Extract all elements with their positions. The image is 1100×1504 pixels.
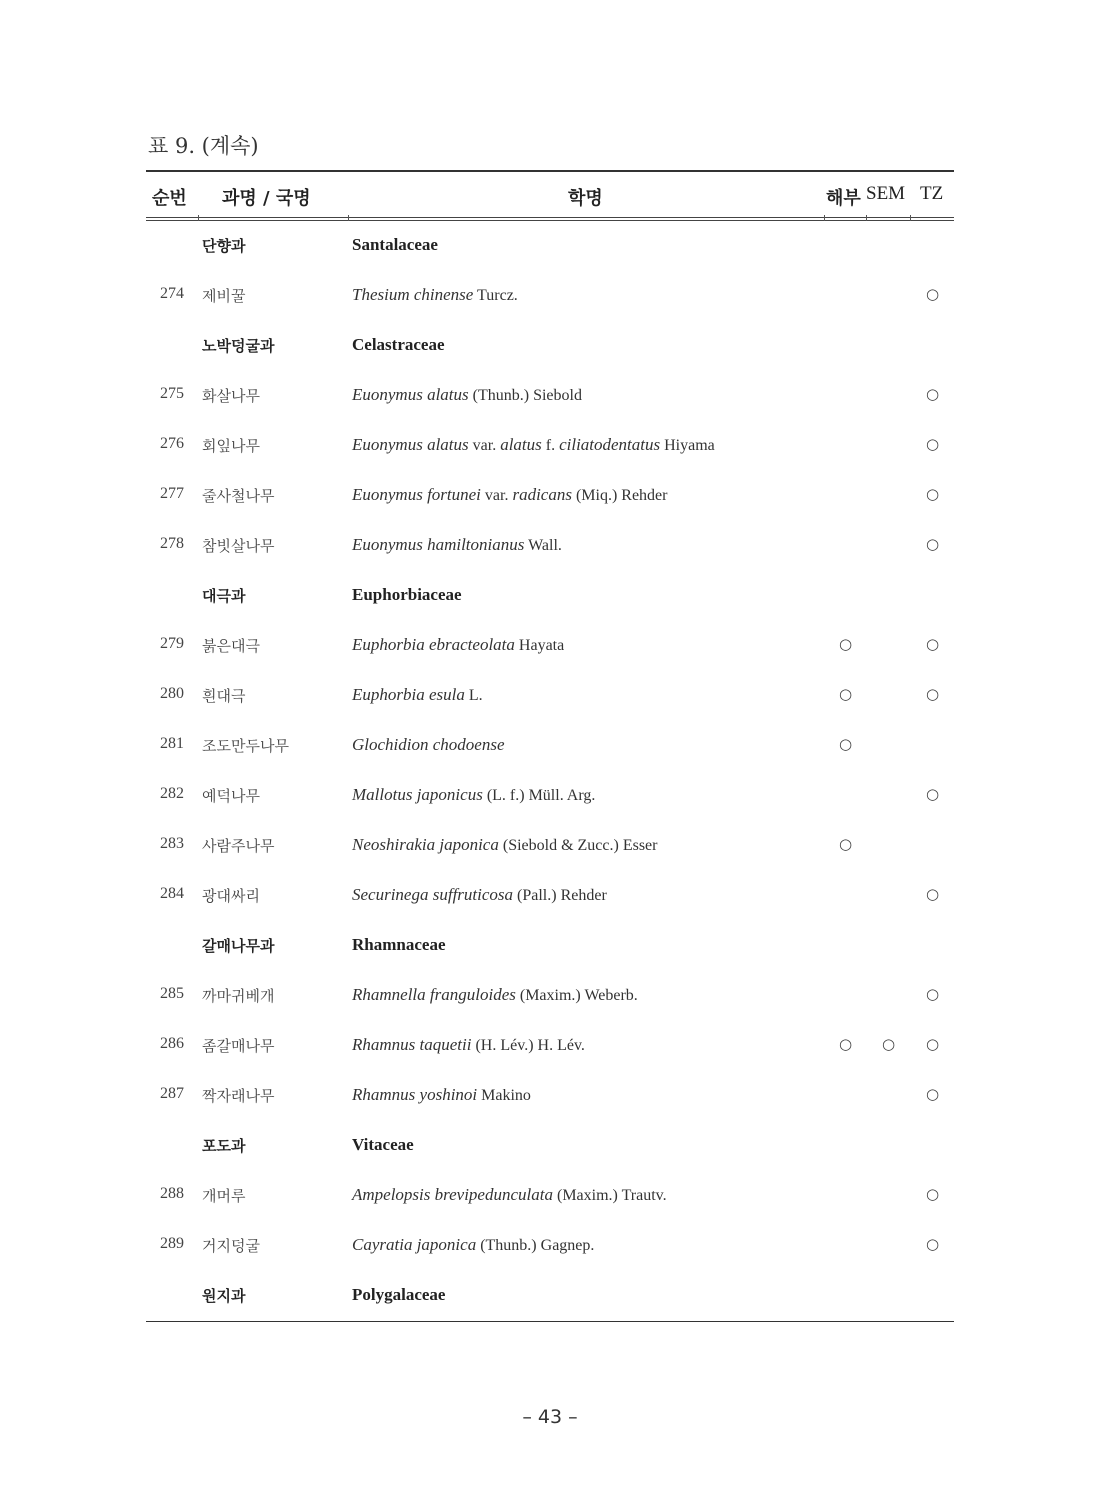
family-scientific-name: Polygalaceae bbox=[352, 1285, 446, 1304]
family-korean-name: 원지과 bbox=[202, 1287, 246, 1305]
family-scientific-name: Celastraceae bbox=[352, 335, 445, 354]
table-body bbox=[146, 221, 954, 1321]
family-row bbox=[146, 1271, 954, 1321]
korean-name: 까마귀베개 bbox=[202, 987, 275, 1005]
header-sem: SEM bbox=[866, 183, 906, 204]
row-number: 288 bbox=[160, 1185, 184, 1202]
table-row bbox=[146, 1021, 954, 1071]
family-korean-name: 갈매나무과 bbox=[202, 937, 275, 955]
family-scientific-name: Euphorbiaceae bbox=[352, 585, 462, 604]
family-row bbox=[146, 1121, 954, 1171]
table-row bbox=[146, 871, 954, 921]
scientific-name: Securinega suffruticosa (Pall.) Rehder bbox=[352, 885, 607, 904]
table-row bbox=[146, 521, 954, 571]
tz-mark: ○ bbox=[926, 435, 940, 453]
row-number: 287 bbox=[160, 1085, 184, 1102]
row-number: 285 bbox=[160, 985, 184, 1002]
table-row bbox=[146, 1171, 954, 1221]
family-scientific-name: Vitaceae bbox=[352, 1135, 414, 1154]
scientific-name: Ampelopsis brevipedunculata (Maxim.) Trautv. bbox=[352, 1185, 667, 1204]
scientific-name: Rhamnus yoshinoi Makino bbox=[352, 1085, 531, 1104]
scientific-name: Rhamnus taquetii (H. Lév.) H. Lév. bbox=[352, 1035, 585, 1054]
korean-name: 화살나무 bbox=[202, 387, 260, 405]
row-number: 282 bbox=[160, 785, 184, 802]
row-number: 280 bbox=[160, 685, 184, 702]
scientific-name: Euonymus alatus var. alatus f. ciliatodentatus Hiyama bbox=[352, 435, 715, 454]
anatomy-mark: ○ bbox=[839, 635, 853, 653]
korean-name: 조도만두나무 bbox=[202, 737, 289, 755]
family-row bbox=[146, 321, 954, 371]
row-number: 278 bbox=[160, 535, 184, 552]
table-row bbox=[146, 671, 954, 721]
tz-mark: ○ bbox=[926, 285, 940, 303]
family-korean-name: 노박덩굴과 bbox=[202, 337, 275, 355]
header-no: 순번 bbox=[152, 188, 187, 209]
korean-name: 제비꿀 bbox=[202, 287, 246, 305]
korean-name: 붉은대극 bbox=[202, 637, 260, 655]
species-table bbox=[146, 170, 954, 1322]
table-row bbox=[146, 721, 954, 771]
tz-mark: ○ bbox=[926, 1085, 940, 1103]
header-scientific: 학명 bbox=[568, 188, 603, 209]
korean-name: 거지덩굴 bbox=[202, 1237, 260, 1255]
table-row bbox=[146, 471, 954, 521]
header-family: 과명 / 국명 bbox=[222, 188, 311, 209]
korean-name: 짝자래나무 bbox=[202, 1087, 275, 1105]
table-row bbox=[146, 821, 954, 871]
family-korean-name: 단향과 bbox=[202, 237, 246, 255]
anatomy-mark: ○ bbox=[839, 835, 853, 853]
scientific-name: Euonymus fortunei var. radicans (Miq.) Rehder bbox=[352, 485, 668, 504]
korean-name: 참빗살나무 bbox=[202, 537, 275, 555]
tz-mark: ○ bbox=[926, 1235, 940, 1253]
table-row bbox=[146, 1071, 954, 1121]
row-number: 277 bbox=[160, 485, 184, 502]
scientific-name: Euonymus hamiltonianus Wall. bbox=[352, 535, 562, 554]
table-row bbox=[146, 421, 954, 471]
tz-mark: ○ bbox=[926, 785, 940, 803]
anatomy-mark: ○ bbox=[839, 1035, 853, 1053]
scientific-name: Mallotus japonicus (L. f.) Müll. Arg. bbox=[352, 785, 596, 804]
korean-name: 줄사철나무 bbox=[202, 487, 275, 505]
family-scientific-name: Santalaceae bbox=[352, 235, 438, 254]
tz-mark: ○ bbox=[926, 1185, 940, 1203]
tz-mark: ○ bbox=[926, 385, 940, 403]
family-row bbox=[146, 571, 954, 621]
page-number: – 43 – bbox=[522, 1406, 578, 1428]
korean-name: 좀갈매나무 bbox=[202, 1037, 275, 1055]
row-number: 289 bbox=[160, 1235, 184, 1252]
korean-name: 예덕나무 bbox=[202, 787, 260, 805]
table-caption: 표 9. (계속) bbox=[148, 134, 259, 158]
scientific-name: Euphorbia esula L. bbox=[352, 685, 483, 704]
family-scientific-name: Rhamnaceae bbox=[352, 935, 446, 954]
table-header bbox=[146, 172, 954, 217]
tz-mark: ○ bbox=[926, 535, 940, 553]
korean-name: 개머루 bbox=[202, 1187, 246, 1205]
scientific-name: Euphorbia ebracteolata Hayata bbox=[352, 635, 565, 654]
table-row bbox=[146, 1221, 954, 1271]
table-bottom-rule bbox=[146, 1321, 954, 1322]
anatomy-mark: ○ bbox=[839, 685, 853, 703]
row-number: 279 bbox=[160, 635, 184, 652]
korean-name: 광대싸리 bbox=[202, 887, 260, 905]
tz-mark: ○ bbox=[926, 685, 940, 703]
row-number: 274 bbox=[160, 285, 184, 302]
row-number: 283 bbox=[160, 835, 184, 852]
tz-mark: ○ bbox=[926, 1035, 940, 1053]
scientific-name: Euonymus alatus (Thunb.) Siebold bbox=[352, 385, 582, 404]
family-row bbox=[146, 921, 954, 971]
table-row bbox=[146, 971, 954, 1021]
row-number: 286 bbox=[160, 1035, 184, 1052]
header-tz: TZ bbox=[920, 183, 944, 204]
table-row bbox=[146, 771, 954, 821]
scientific-name: Neoshirakia japonica (Siebold & Zucc.) Esser bbox=[352, 835, 658, 854]
korean-name: 회잎나무 bbox=[202, 437, 260, 455]
tz-mark: ○ bbox=[926, 485, 940, 503]
row-number: 276 bbox=[160, 435, 184, 452]
family-korean-name: 대극과 bbox=[202, 587, 246, 605]
row-number: 275 bbox=[160, 385, 184, 402]
tz-mark: ○ bbox=[926, 635, 940, 653]
sem-mark: ○ bbox=[882, 1035, 896, 1053]
scientific-name: Cayratia japonica (Thunb.) Gagnep. bbox=[352, 1235, 595, 1254]
tz-mark: ○ bbox=[926, 985, 940, 1003]
row-number: 284 bbox=[160, 885, 184, 902]
scientific-name: Thesium chinense Turcz. bbox=[352, 285, 518, 304]
table-row bbox=[146, 371, 954, 421]
header-anatomy: 해부 bbox=[826, 188, 861, 209]
family-korean-name: 포도과 bbox=[202, 1137, 246, 1155]
korean-name: 사람주나무 bbox=[202, 837, 275, 855]
tz-mark: ○ bbox=[926, 885, 940, 903]
scientific-name: Rhamnella franguloides (Maxim.) Weberb. bbox=[352, 985, 638, 1004]
anatomy-mark: ○ bbox=[839, 735, 853, 753]
korean-name: 흰대극 bbox=[202, 687, 246, 705]
table-row bbox=[146, 271, 954, 321]
row-number: 281 bbox=[160, 735, 184, 752]
scientific-name: Glochidion chodoense bbox=[352, 735, 505, 754]
family-row bbox=[146, 221, 954, 271]
table-row bbox=[146, 621, 954, 671]
